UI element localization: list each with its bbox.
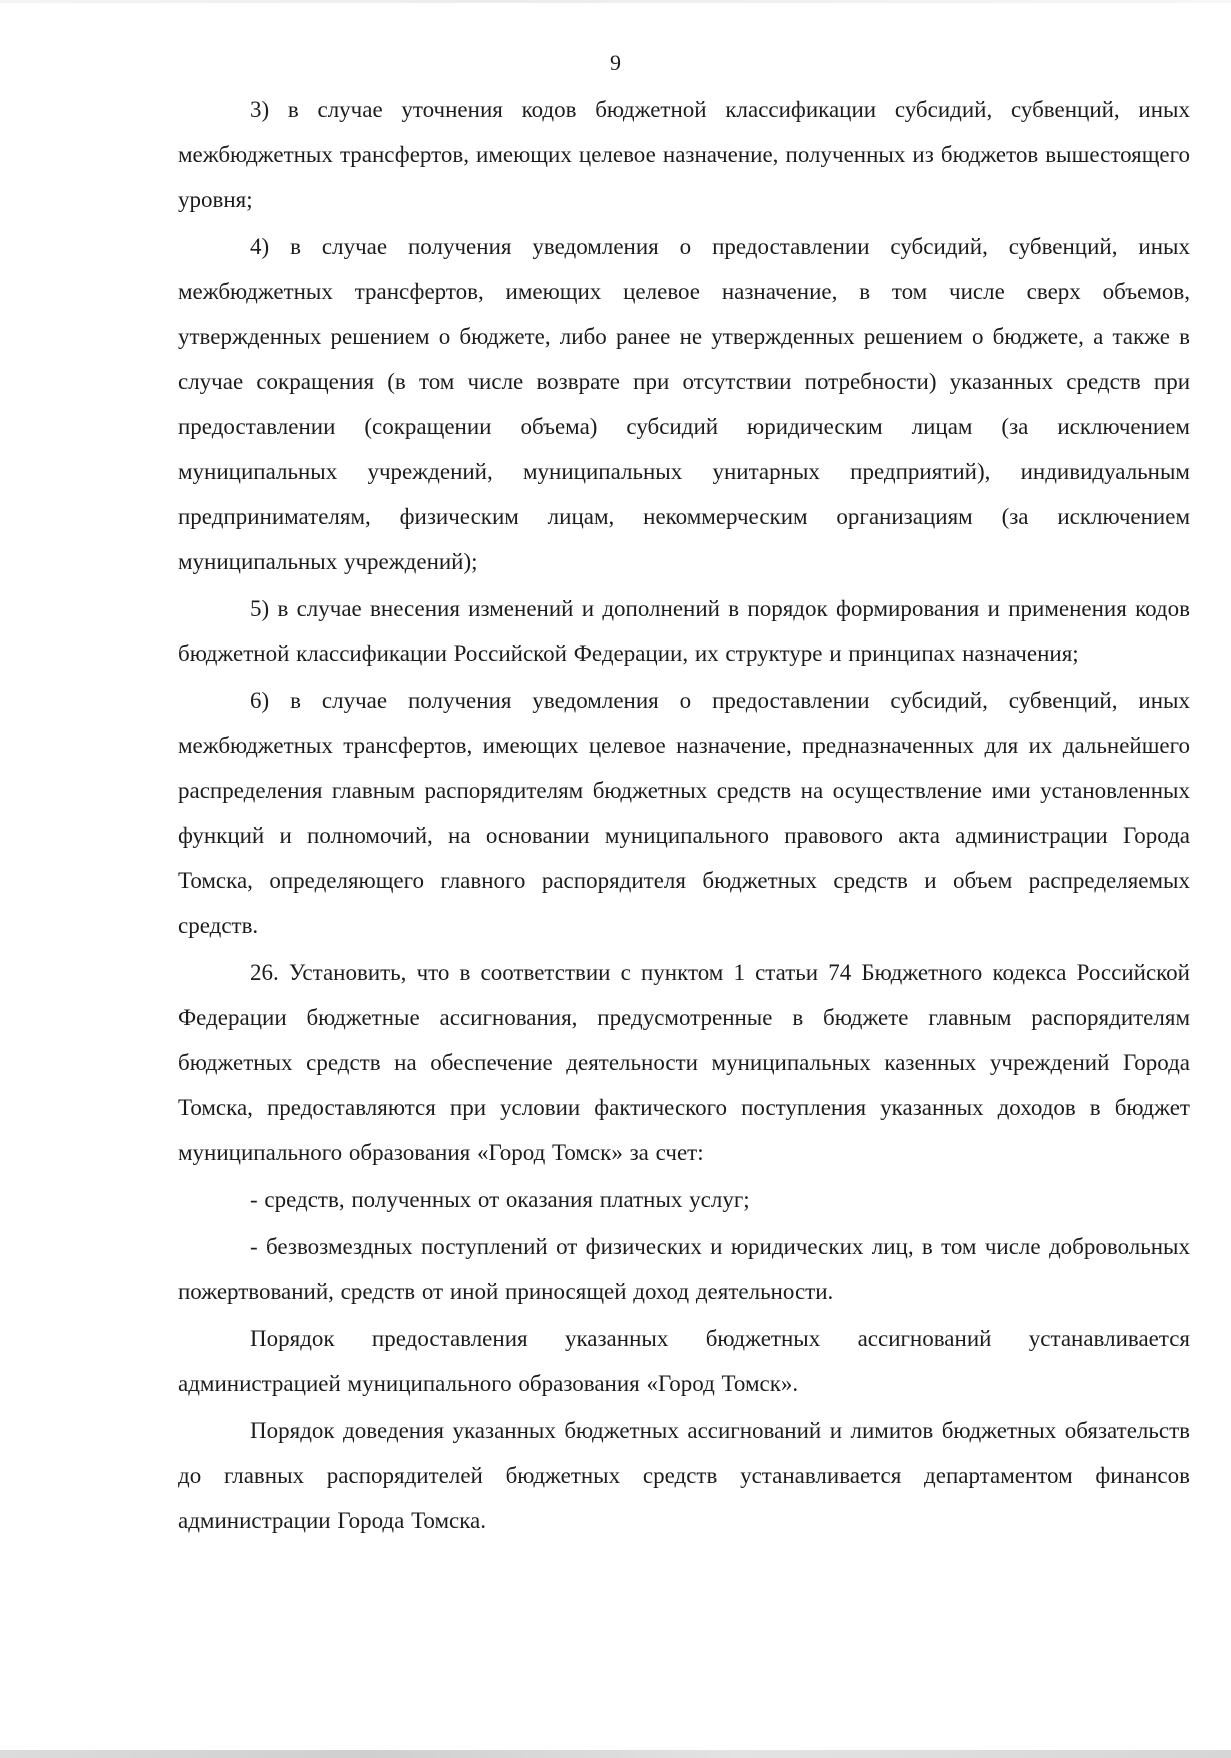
paragraph-clause-26: 26. Установить, что в соответствии с пунктом 1 статьи 74 Бюджетного кодекса Российской Федерации бюджетные ассигнования, предусмотренные в бюджете главным распорядителям бюджетных средств на обеспечение деятельности муниципальных казенных учреждений Города Томска, предоставляются при условии фактического поступления указанных доходов в бюджет муниципального образования «Город Томск» за счет: — [178, 960, 1190, 1165]
scan-edge-top — [0, 0, 1231, 3]
paragraph-item-3: 3) в случае уточнения кодов бюджетной классификации субсидий, субвенций, иных межбюджетных трансфертов, имеющих целевое назначение, полученных из бюджетов вышестоящего уровня; — [178, 97, 1190, 212]
paragraph-dash-donations: - безвозмездных поступлений от физических и юридических лиц, в том числе добровольных пожертвований, средств от иной приносящей доход деятельности. — [178, 1234, 1190, 1304]
scan-edge-bottom — [0, 1750, 1231, 1758]
page-number: 9 — [610, 50, 621, 75]
paragraph-dash-services: - средств, полученных от оказания платных услуг; — [250, 1187, 750, 1212]
paragraph-provision-order: Порядок предоставления указанных бюджетных ассигнований устанавливается администрацией муниципального образования «Город Томск». — [178, 1326, 1190, 1396]
paragraph-limits-order: Порядок доведения указанных бюджетных ассигнований и лимитов бюджетных обязательств до главных распорядителей бюджетных средств устанавливается департаментом финансов администрации Города Томска. — [178, 1418, 1190, 1533]
paragraph-item-5: 5) в случае внесения изменений и дополнений в порядок формирования и применения кодов бюджетной классификации Российской Федерации, их структуре и принципах назначения; — [178, 596, 1190, 666]
paragraph-item-4: 4) в случае получения уведомления о предоставлении субсидий, субвенций, иных межбюджетных трансфертов, имеющих целевое назначение, в том числе сверх объемов, утвержденных решением о бюджете, либо ранее не утвержденных решением о бюджете, а также в случае сокращения (в том числе возврате при отсутствии потребности) указанных средств при предоставлении (сокращении объема) субсидий юридическим лицам (за исключением муниципальных учреждений, муниципальных унитарных предприятий), индивидуальным предпринимателям, физическим лицам, некоммерческим организациям (за исключением муниципальных учреждений); — [178, 234, 1190, 574]
document-body — [178, 87, 1190, 1545]
paragraph-item-6: 6) в случае получения уведомления о предоставлении субсидий, субвенций, иных межбюджетных трансфертов, имеющих целевое назначение, предназначенных для их дальнейшего распределения главным распорядителям бюджетных средств на осуществление ими установленных функций и полномочий, на основании муниципального правового акта администрации Города Томска, определяющего главного распорядителя бюджетных средств и объем распределяемых средств. — [178, 688, 1190, 938]
